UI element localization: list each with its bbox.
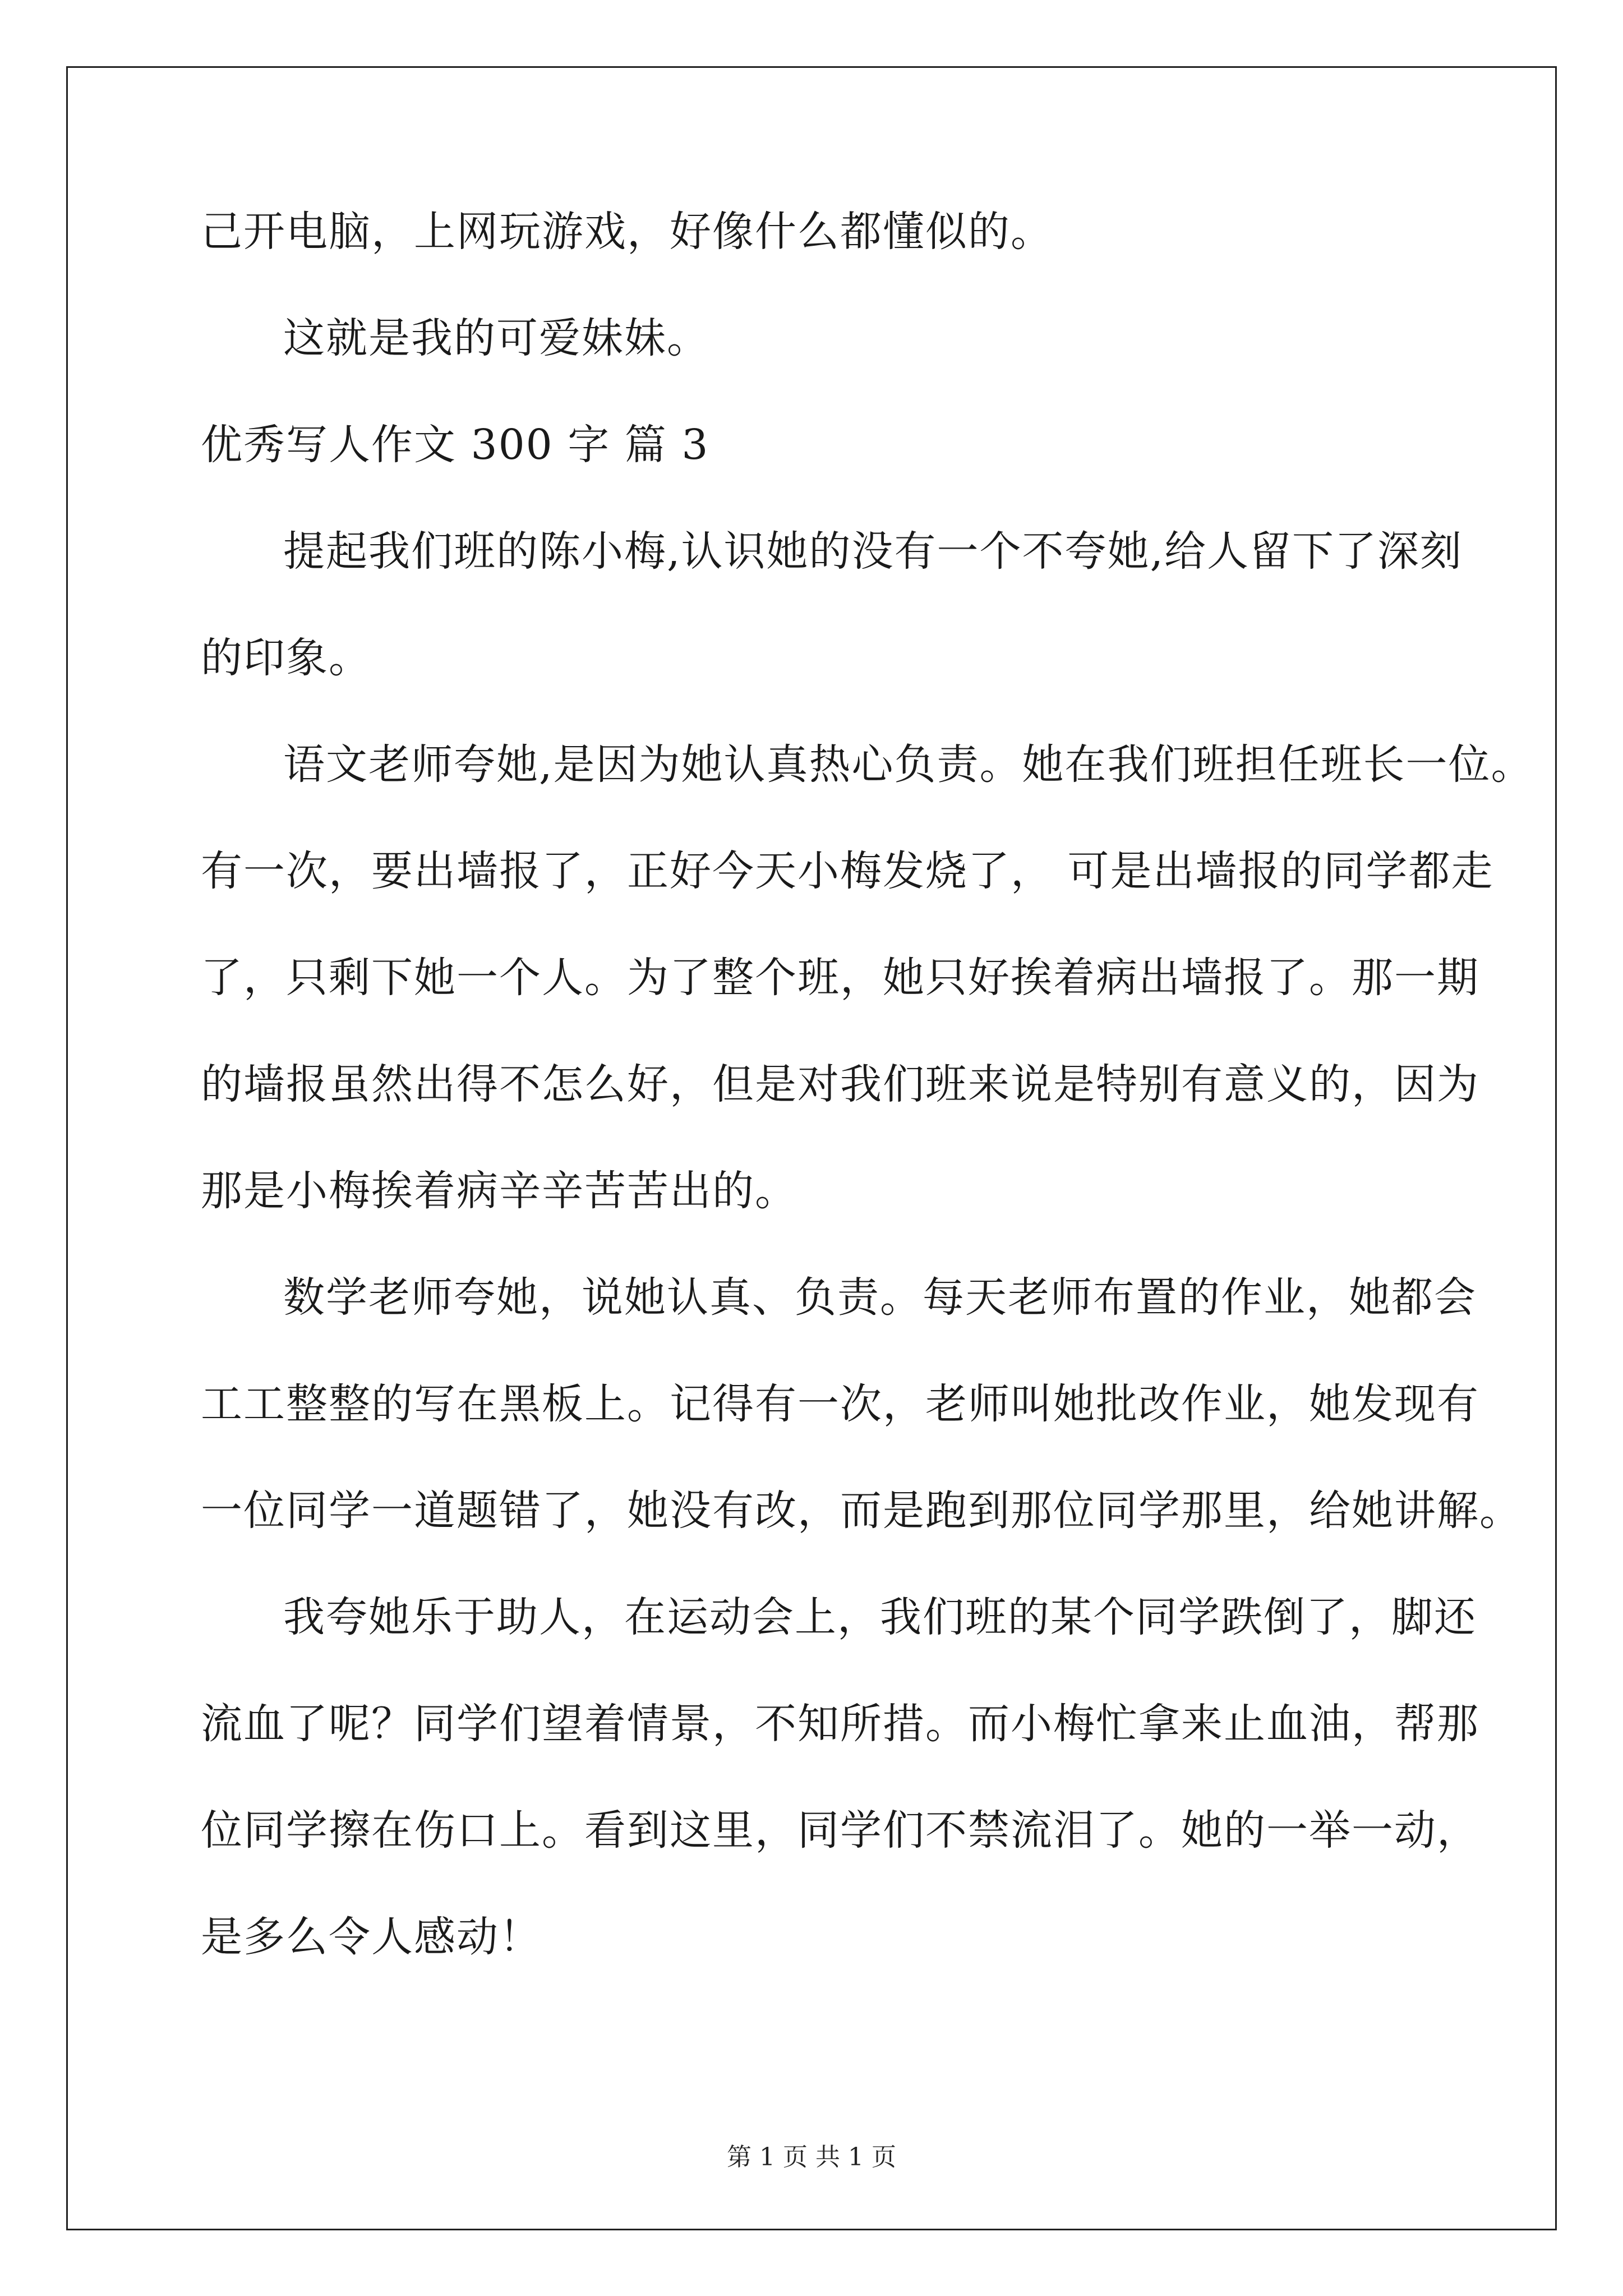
text-line-7: 有一次，要出墙报了，正好今天小梅发烧了， 可是出墙报的同学都走 <box>201 847 1494 895</box>
text-line-10: 那是小梅挨着病辛辛苦苦出的。 <box>201 1167 797 1215</box>
text-line-8: 了，只剩下她一个人。为了整个班，她只好挨着病出墙报了。那一期 <box>201 954 1479 1002</box>
text-line-14: 我夸她乐于助人，在运动会上，我们班的某个同学跌倒了，脚还 <box>283 1593 1477 1641</box>
page-footer: 第 1 页 共 1 页 <box>727 2143 896 2171</box>
page-border <box>66 66 1557 2230</box>
text-line-16: 位同学擦在伤口上。看到这里，同学们不禁流泪了。她的一举一动， <box>201 1806 1479 1855</box>
text-line-11: 数学老师夸她，说她认真、负责。每天老师布置的作业，她都会 <box>283 1273 1477 1322</box>
section-heading: 优秀写人作文 300 字 篇 3 <box>201 421 709 469</box>
text-line-2: 这就是我的可爱妹妹。 <box>283 314 709 362</box>
text-line-1: 己开电脑，上网玩游戏，好像什么都懂似的。 <box>201 208 1053 256</box>
text-line-12: 工工整整的写在黑板上。记得有一次，老师叫她批改作业，她发现有 <box>201 1380 1479 1428</box>
text-line-17: 是多么令人感动！ <box>201 1913 542 1961</box>
text-line-6: 语文老师夸她,是因为她认真热心负责。她在我们班担任班长一位。 <box>283 740 1534 789</box>
text-line-4: 提起我们班的陈小梅,认识她的没有一个不夸她,给人留下了深刻 <box>283 527 1463 576</box>
text-line-15: 流血了呢？同学们望着情景，不知所措。而小梅忙拿来止血油，帮那 <box>201 1700 1479 1748</box>
text-line-13: 一位同学一道题错了，她没有改，而是跑到那位同学那里，给她讲解。 <box>201 1487 1522 1535</box>
text-line-5: 的印象。 <box>201 634 371 682</box>
text-line-9: 的墙报虽然出得不怎么好，但是对我们班来说是特别有意义的，因为 <box>201 1060 1479 1108</box>
